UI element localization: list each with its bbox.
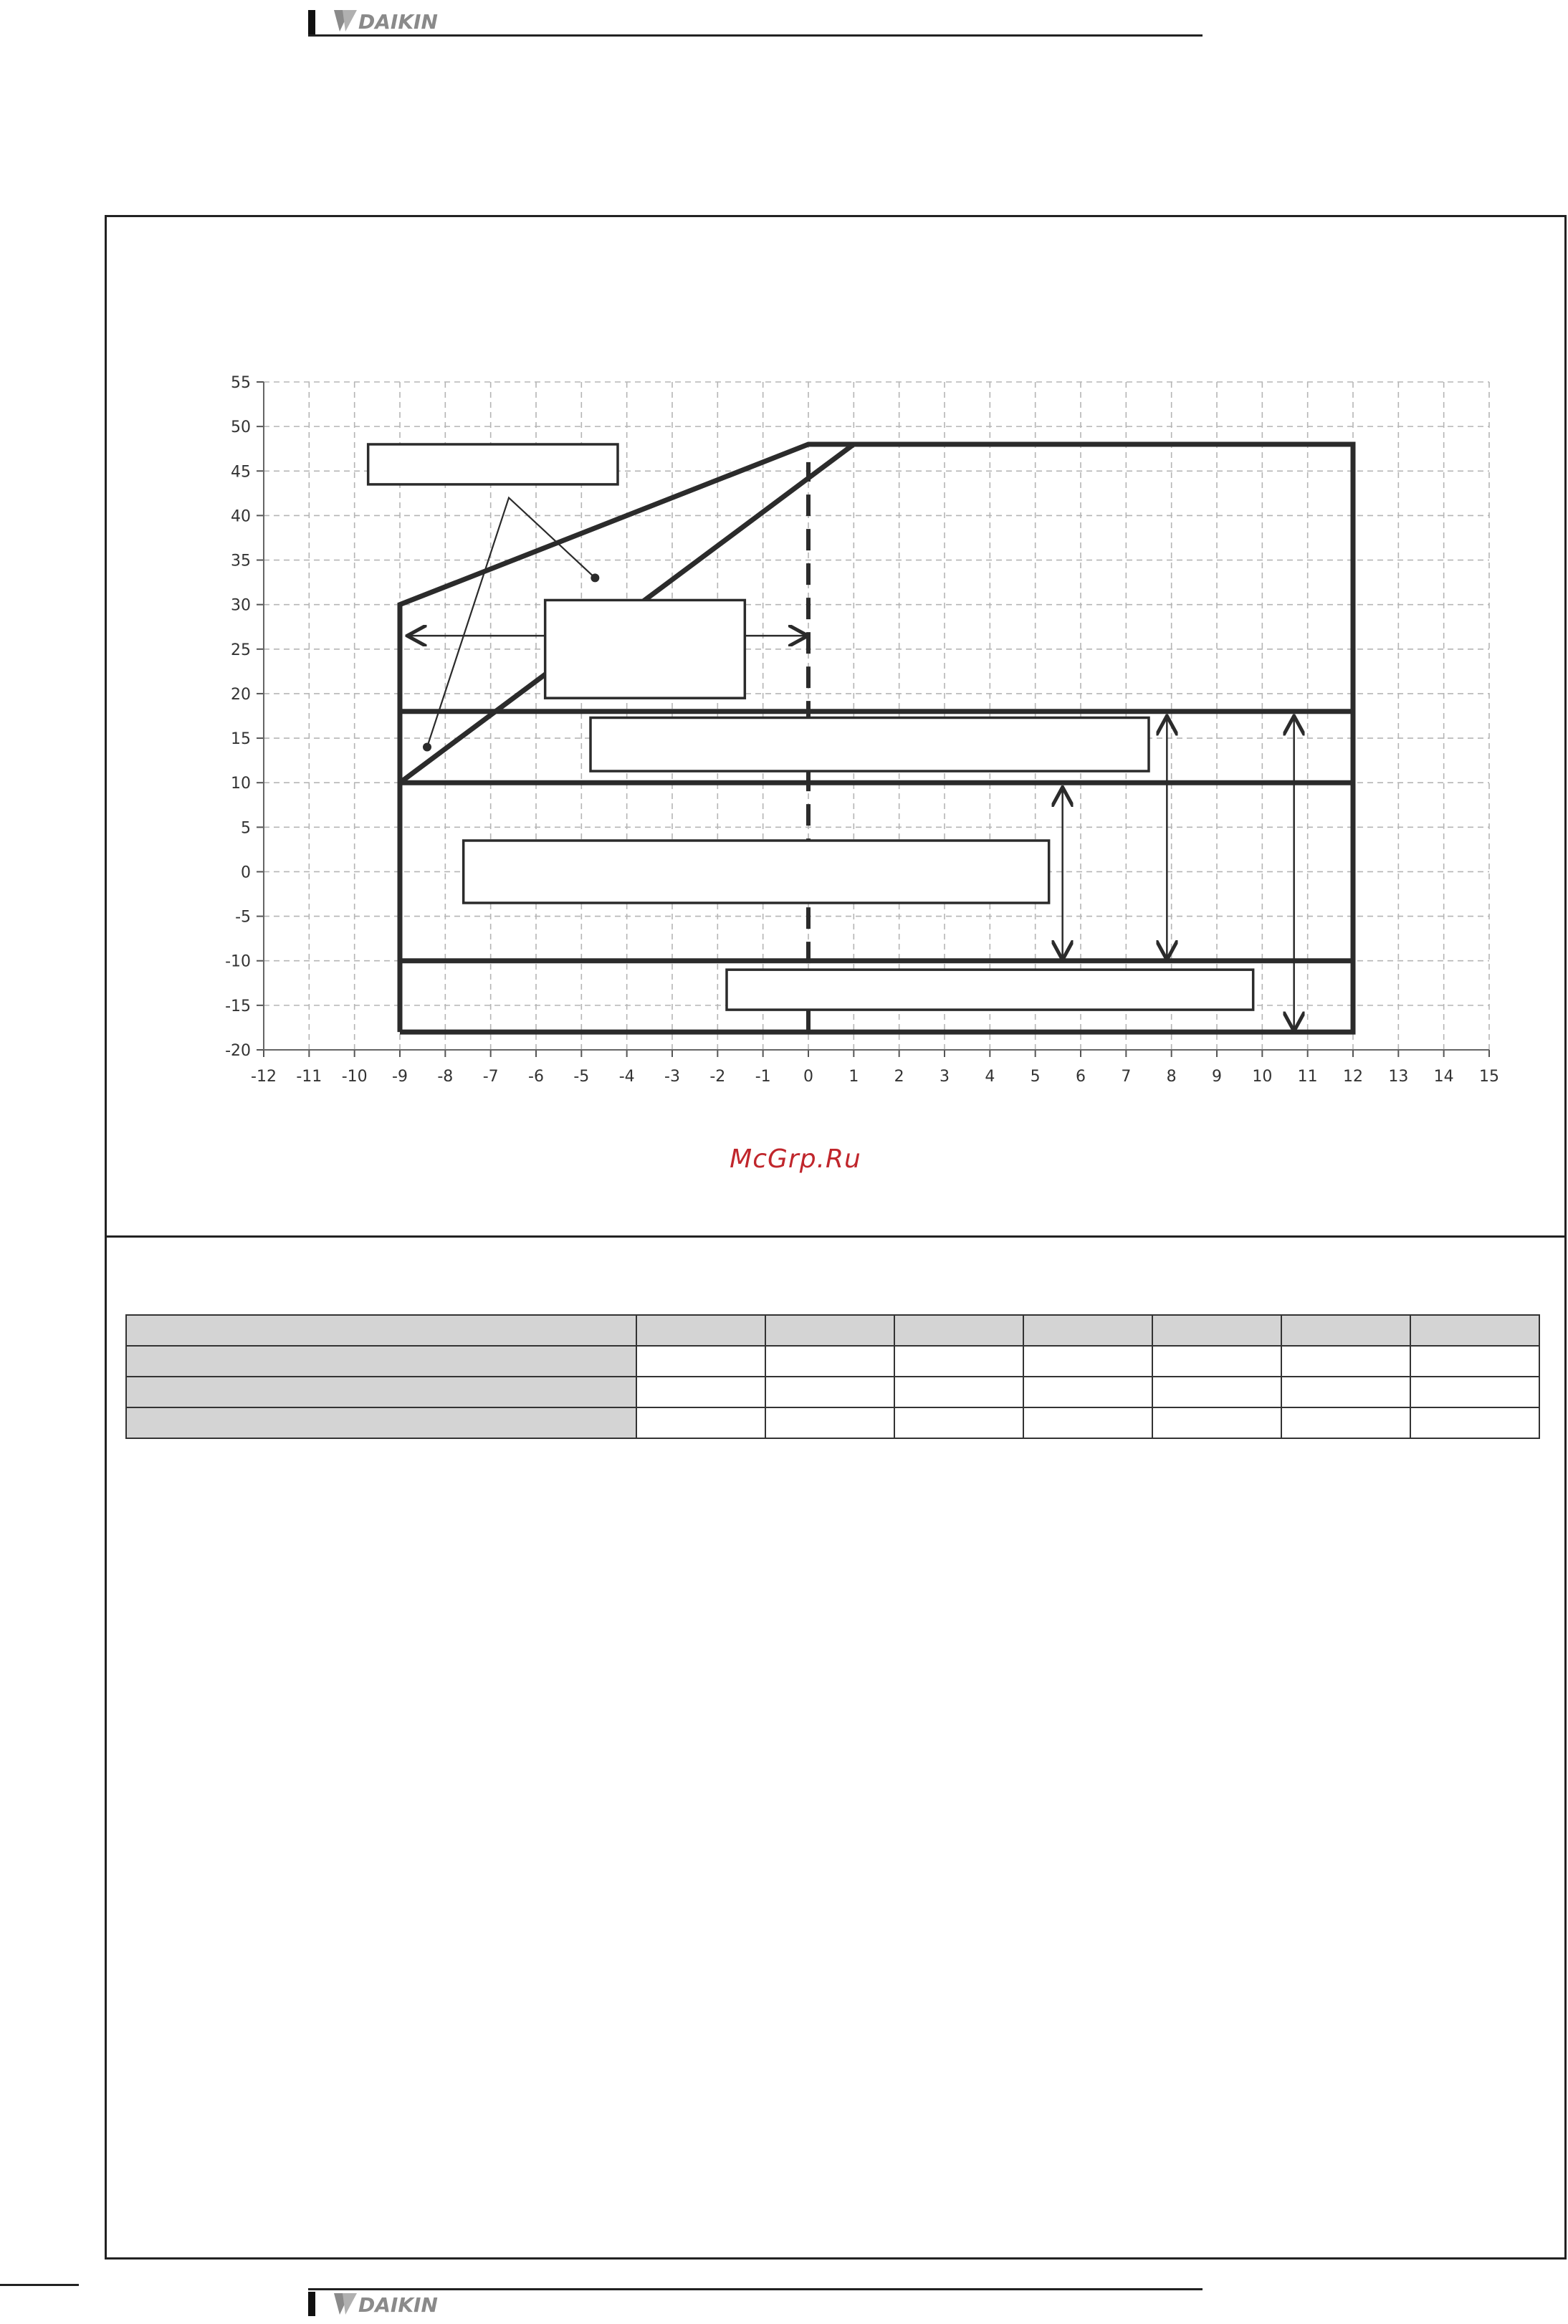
x-tick-label: 9 [1212,1068,1222,1086]
table-cell [1281,1377,1410,1407]
table-cell [1152,1315,1281,1346]
table-cell [636,1315,765,1346]
operating-range-chart [0,0,1568,1147]
x-tick-label: 1 [848,1068,859,1086]
row-header-cell [126,1407,636,1438]
y-tick-label: 0 [241,864,251,882]
y-tick-label: 45 [231,463,251,482]
callout-box-0 [368,444,618,484]
table-cell [1281,1315,1410,1346]
table-cell [1281,1346,1410,1377]
y-tick-label: 10 [231,775,251,793]
x-tick-label: -8 [437,1068,454,1086]
x-tick-label: -4 [618,1068,635,1086]
table-cell [1410,1346,1539,1377]
table-cell [1023,1407,1152,1438]
table-cell [894,1407,1023,1438]
y-tick-label: 30 [231,596,251,615]
table-cell [636,1346,765,1377]
table-row [126,1407,1539,1438]
x-tick-label: -7 [482,1068,499,1086]
y-tick-label: -10 [225,952,251,971]
table-cell [1152,1346,1281,1377]
table-header-row [126,1315,1539,1346]
x-tick-label: 0 [803,1068,813,1086]
y-tick-label: -20 [225,1042,251,1060]
footer-brand-bar [308,2292,315,2316]
x-tick-label: 6 [1076,1068,1086,1086]
footer-left-rule [0,2284,79,2286]
footer-brand-text: DAIKIN [358,2293,438,2317]
table-cell [894,1315,1023,1346]
spec-table [125,1314,1540,1439]
header-brand-text: DAIKIN [358,10,438,34]
x-tick-label: -1 [755,1068,771,1086]
x-tick-label: -2 [709,1068,726,1086]
table-cell [1410,1315,1539,1346]
table-cell [1281,1407,1410,1438]
table-cell [636,1407,765,1438]
x-tick-label: 10 [1252,1068,1273,1086]
x-tick-label: 2 [894,1068,904,1086]
table-cell [1023,1315,1152,1346]
table-cell [1023,1377,1152,1407]
callout-box-1 [545,600,745,698]
x-tick-label: -5 [573,1068,590,1086]
table-cell [1023,1346,1152,1377]
row-header-cell [126,1346,636,1377]
y-tick-label: 5 [241,819,251,838]
y-tick-label: -5 [235,908,251,927]
x-tick-label: 5 [1030,1068,1041,1086]
x-tick-label: -11 [296,1068,322,1086]
row-header-cell [126,1377,636,1407]
table-row [126,1346,1539,1377]
y-tick-label: 25 [231,641,251,659]
table-cell [1152,1377,1281,1407]
y-tick-label: 40 [231,507,251,526]
x-tick-label: 7 [1121,1068,1132,1086]
y-tick-label: -15 [225,997,251,1015]
table-cell [765,1346,894,1377]
row-header-cell [126,1315,636,1346]
x-tick-label: 3 [940,1068,950,1086]
table-cell [894,1377,1023,1407]
x-tick-label: 13 [1388,1068,1409,1086]
frame-divider [105,1235,1567,1238]
y-tick-label: 35 [231,552,251,570]
callout-box-3 [464,841,1049,903]
callout-box-2 [591,717,1149,771]
watermark-text: McGrp.Ru [730,1144,861,1174]
leader-dot-2 [591,573,599,582]
y-tick-label: 20 [231,685,251,704]
x-tick-label: -12 [251,1068,277,1086]
x-tick-label: -6 [528,1068,544,1086]
y-tick-label: 15 [231,730,251,749]
x-tick-label: -3 [664,1068,680,1086]
table-cell [1410,1407,1539,1438]
chart-annotations [368,444,1294,1029]
leader-dot-1 [423,742,431,751]
table-cell [894,1346,1023,1377]
x-tick-label: -10 [341,1068,368,1086]
table-cell [765,1315,894,1346]
y-tick-label: 55 [231,374,251,392]
table-cell [1410,1377,1539,1407]
callout-box-4 [727,970,1253,1010]
x-tick-label: -9 [392,1068,408,1086]
table-cell [1152,1407,1281,1438]
table-cell [765,1407,894,1438]
table-cell [636,1377,765,1407]
x-tick-label: 11 [1297,1068,1318,1086]
x-tick-label: 4 [985,1068,995,1086]
table-cell [765,1377,894,1407]
x-tick-label: 14 [1433,1068,1454,1086]
table-row [126,1377,1539,1407]
x-tick-label: 12 [1343,1068,1363,1086]
x-tick-label: 15 [1479,1068,1499,1086]
x-tick-label: 8 [1166,1068,1177,1086]
y-tick-label: 50 [231,419,251,437]
footer-daikin-logo [331,2290,503,2318]
